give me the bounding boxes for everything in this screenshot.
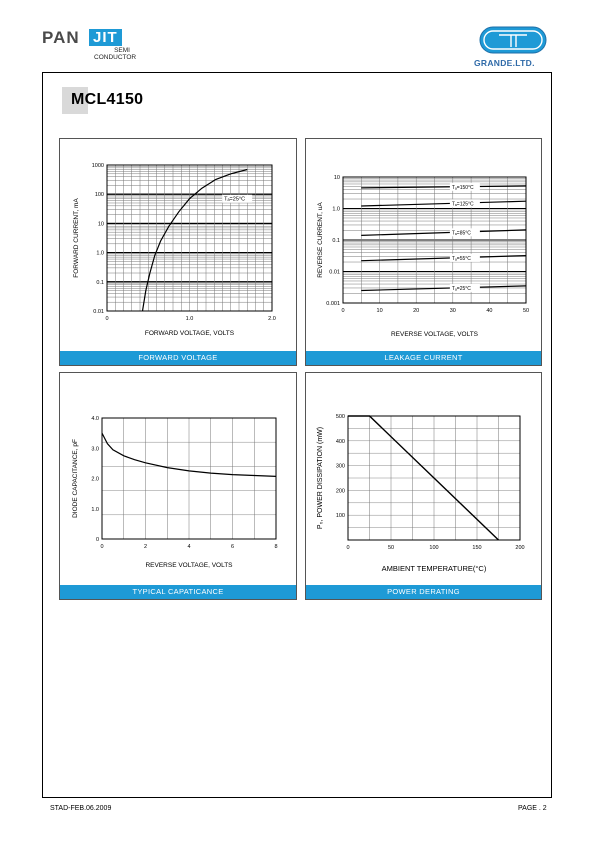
grande-logo [470, 26, 555, 70]
forward-annotation: Tₐ=25°C [224, 196, 246, 203]
leakage-y-tick-label: 0.01 [329, 269, 340, 276]
leakage-series-label: Tₐ=85°C [451, 230, 471, 237]
forward-x-axis-label: FORWARD VOLTAGE, VOLTS [144, 330, 235, 337]
leakage-series-label: Tₐ=55°C [451, 255, 471, 262]
derating-x-tick-label: 50 [387, 545, 395, 551]
leakage-series-label: Tₐ=150°C [451, 184, 474, 191]
capacitance-x-tick-label: 4 [187, 544, 191, 550]
leakage-series-label: Tₐ=25°C [451, 285, 471, 292]
forward-voltage-panel [59, 138, 297, 366]
leakage-series-label: Tₐ=125°C [451, 201, 474, 208]
capacitance-y-tick-label: 2.0 [91, 476, 99, 483]
capacitance-x-tick-label: 8 [274, 544, 278, 550]
leakage-x-tick-label: 30 [449, 308, 456, 314]
panjit-logo [42, 28, 137, 64]
capacitance-x-tick-label: 0 [100, 544, 104, 550]
forward-voltage-caption: FORWARD VOLTAGE [60, 351, 296, 365]
capacitance-y-axis-label: DIODE CAPACITANCE, pF [72, 439, 79, 518]
footer-doc-code: STAD-FEB.06.2009 [50, 805, 112, 812]
forward-y-tick-label: 0.01 [93, 309, 104, 315]
brand-subtitle-line2: CONDUCTOR [94, 54, 137, 61]
footer-page-number: PAGE . 2 [518, 805, 547, 812]
forward-series-line [143, 170, 248, 312]
leakage-x-axis-label: REVERSE VOLTAGE, VOLTS [390, 331, 479, 338]
forward-y-tick-label: 10 [97, 221, 104, 228]
capacitance-chart [60, 373, 298, 587]
leakage-y-tick-label: 10 [333, 175, 340, 181]
leakage-x-tick-label: 50 [522, 308, 530, 314]
capacitance-panel [59, 372, 297, 600]
derating-y-axis-label: P₀, POWER DISSIPATION (mW) [317, 426, 324, 530]
capacitance-y-tick-label: 0 [95, 537, 99, 543]
leakage-current-chart [306, 139, 543, 353]
power-derating-panel [305, 372, 542, 600]
capacitance-x-axis-label: REVERSE VOLTAGE, VOLTS [145, 562, 233, 569]
leakage-x-tick-label: 10 [376, 308, 383, 314]
derating-x-tick-label: 150 [472, 545, 482, 551]
capacitance-x-tick-label: 6 [230, 544, 235, 550]
derating-y-tick-label: 400 [335, 438, 345, 445]
derating-y-tick-label: 500 [335, 414, 345, 420]
leakage-series-line [361, 201, 526, 206]
power-derating-chart [306, 373, 543, 587]
capacitance-caption: TYPICAL CAPATICANCE [60, 585, 296, 599]
forward-x-tick-label: 1.0 [185, 316, 194, 322]
forward-voltage-chart [60, 139, 298, 353]
forward-y-tick-label: 100 [94, 192, 104, 199]
leakage-x-tick-label: 20 [413, 308, 420, 314]
leakage-y-axis-label: REVERSE CURRENT, uA [317, 202, 324, 278]
leakage-y-tick-label: 1.0 [332, 206, 340, 213]
derating-y-tick-label: 200 [335, 488, 345, 495]
brand-pan-text: PAN [42, 28, 80, 47]
forward-y-axis-label: FORWARD CURRENT, mA [73, 198, 80, 278]
brand-subtitle [94, 47, 137, 61]
derating-x-tick-label: 0 [346, 545, 350, 551]
leakage-series-line [361, 186, 526, 188]
leakage-y-tick-label: 0.001 [326, 301, 340, 307]
leakage-current-panel [305, 138, 542, 366]
leakage-y-tick-label: 0.1 [332, 238, 340, 244]
forward-x-tick-label: 0 [105, 316, 109, 322]
forward-y-tick-label: 1.0 [96, 250, 104, 257]
part-number-title: MCL4150 [71, 91, 144, 108]
brand-subtitle-line1: SEMI [114, 47, 130, 54]
derating-x-axis-label: AMBIENT TEMPERATURE(°C) [381, 564, 487, 573]
derating-x-tick-label: 100 [429, 545, 439, 551]
forward-y-tick-label: 0.1 [96, 279, 104, 286]
grande-brand-text: GRANDE.LTD. [474, 58, 535, 68]
grande-emblem-icon [479, 26, 547, 54]
forward-x-tick-label: 2.0 [268, 316, 276, 322]
capacitance-x-tick-label: 2 [143, 544, 148, 550]
capacitance-y-tick-label: 1.0 [91, 506, 99, 513]
brand-jit-text: JIT [89, 29, 122, 46]
derating-y-tick-label: 100 [335, 513, 345, 520]
leakage-current-caption: LEAKAGE CURRENT [306, 351, 541, 365]
capacitance-y-tick-label: 3.0 [91, 446, 99, 453]
derating-x-tick-label: 200 [515, 545, 525, 551]
forward-y-tick-label: 1000 [91, 163, 104, 169]
capacitance-y-tick-label: 4.0 [91, 416, 99, 422]
leakage-x-tick-label: 0 [341, 308, 345, 314]
leakage-x-tick-label: 40 [486, 308, 493, 314]
derating-y-tick-label: 300 [335, 463, 345, 470]
power-derating-caption: POWER DERATING [306, 585, 541, 599]
